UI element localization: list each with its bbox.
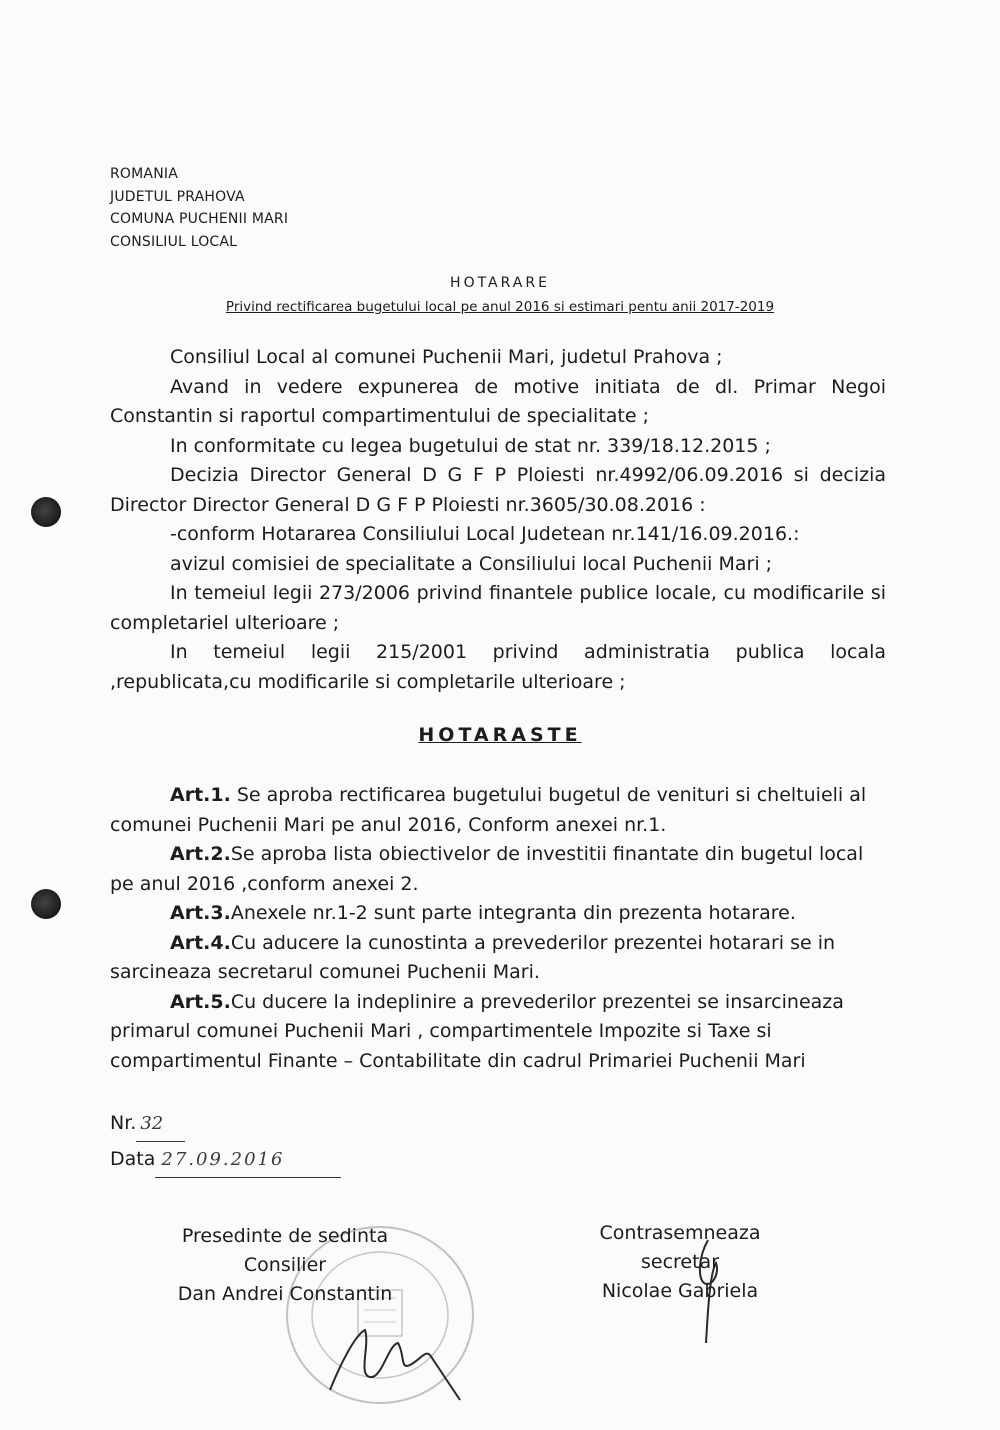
date-value: 27.09.2016: [155, 1143, 341, 1178]
preamble-paragraph: Consiliul Local al comunei Puchenii Mari, judetul Prahova ;: [170, 346, 723, 368]
header-country: ROMANIA: [110, 166, 178, 182]
punch-hole-bottom: [31, 889, 61, 919]
article-text: Se aproba lista obiectivelor de investitii finantate din bugetul local pe anul 2016 ,conform anexei 2.: [110, 843, 864, 895]
preamble-paragraph: In temeiul legii 215/2001 privind administratia publica locala ,republicata,cu modificarile si completarile ulterioare ;: [110, 641, 886, 693]
article-text: Cu ducere la indeplinire a prevederilor prezentei se insarcineaza primarul comunei Puchenii Mari , compartimentele Impozite si Taxe si compartimentul Finante – Contabilitate din cadrul Primariei Puchenii Mari: [110, 990, 844, 1072]
decision-heading: HOTARASTE: [418, 724, 582, 746]
registration-block: [110, 1106, 341, 1178]
article-label: Art.5.: [170, 990, 231, 1013]
article-1: [110, 781, 886, 840]
article-text: Cu aducere la cunostinta a prevederilor prezentei hotarari se in sarcineaza secretarul comunei Puchenii Mari.: [110, 931, 836, 983]
nr-value: 32: [136, 1107, 185, 1142]
signature-secretary: [580, 1219, 780, 1306]
registration-number: [110, 1106, 341, 1142]
preamble: [110, 343, 886, 697]
article-5: [110, 988, 886, 1077]
header-commune: COMUNA PUCHENII MARI: [110, 211, 289, 227]
article-4: [110, 929, 886, 988]
president-title: Consilier: [243, 1254, 327, 1276]
registration-date: [110, 1142, 341, 1178]
president-name: Dan Andrei Constantin: [177, 1283, 393, 1305]
article-2: [110, 840, 886, 899]
document-subtitle: Privind rectificarea bugetului local pe anul 2016 si estimari pentu anii 2017-2019: [225, 299, 775, 315]
preamble-paragraph: -conform Hotararea Consiliului Local Judetean nr.141/16.09.2016.:: [170, 523, 800, 545]
date-label: Data: [110, 1148, 156, 1170]
article-label: Art.4.: [170, 931, 231, 954]
preamble-paragraph: avizul comisiei de specialitate a Consiliului local Puchenii Mari ;: [170, 552, 773, 575]
preamble-paragraph: Avand in vedere expunerea de motive initiata de dl. Primar Negoi Constantin si raportul compartimentului de specialitate ;: [110, 375, 886, 427]
articles-list: [110, 781, 886, 1076]
preamble-paragraph: In conformitate cu legea bugetului de stat nr. 339/18.12.2015 ;: [170, 434, 771, 457]
article-text: Se aproba rectificarea bugetului bugetul de venituri si cheltuieli al comunei Puchenii Mari pe anul 2016, Conform anexei nr.1.: [110, 784, 867, 836]
article-label: Art.3.: [170, 902, 231, 924]
header-county: JUDETUL PRAHOVA: [110, 188, 245, 205]
header-council: CONSILIUL LOCAL: [110, 233, 238, 250]
article-label: Art.1.: [170, 784, 231, 806]
signature-president: [150, 1222, 420, 1309]
secretary-title: secretar: [640, 1251, 720, 1273]
document-header: [110, 163, 288, 253]
nr-label: Nr.: [110, 1112, 137, 1134]
article-text: Anexele nr.1-2 sunt parte integranta din prezenta hotarare.: [230, 902, 796, 924]
secretary-name: Nicolae Gabriela: [601, 1280, 759, 1302]
article-3: [110, 899, 886, 929]
left-signature-mark: [310, 1305, 470, 1405]
president-role: Presedinte de sedinta: [181, 1225, 389, 1247]
preamble-paragraph: In temeiul legii 273/2006 privind finantele publice locale, cu modificarile si completariel ulterioare ;: [110, 582, 886, 634]
document-title: HOTARARE: [450, 275, 550, 291]
article-label: Art.2.: [170, 843, 231, 865]
preamble-paragraph: Decizia Director General D G F P Ploiesti nr.4992/06.09.2016 si decizia Director Director General D G F P Ploiesti nr.3605/30.08.2016 :: [110, 464, 886, 516]
punch-hole-top: [31, 497, 61, 527]
secretary-role: Contrasemneaza: [599, 1222, 761, 1244]
